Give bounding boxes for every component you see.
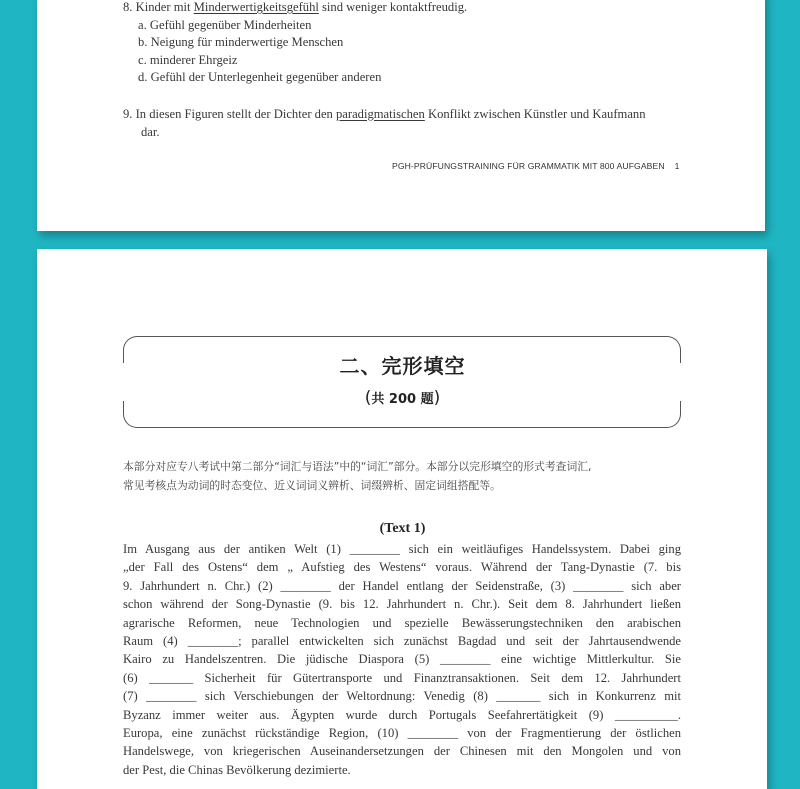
text-line: (7) ________ sich Verschiebungen der Weltordnung: Venedig (8) _______ sich in Konkurrenz mit [123,689,681,704]
section-subtitle [123,388,682,408]
page-footer [392,161,680,171]
question-9 [123,106,646,124]
question-9-prefix: 9. In diesen Figuren stellt der Dichter den [123,106,336,121]
text-line: Handelswege, von kriegerischen Auseinandersetzungen der Chinesen mit den Mongolen und von [123,744,681,759]
option-c: c. minderer Ehrgeiz [138,52,238,67]
option-d: d. Gefühl der Unterlegenheit gegenüber anderen [138,70,382,85]
text-line: „der Fall des Ostens“ dem „ Aufstieg des Westens“ voraus. Während der Tang-Dynastie (7. bis [123,560,681,575]
option-a: a. Gefühl gegenüber Minderheiten [138,17,312,32]
question-8 [123,0,467,17]
cloze-text [123,540,681,779]
subtitle-text: 共 200 题 [371,392,434,407]
intro-line: 本部分对应专八考试中第二部分“词汇与语法”中的“词汇”部分。本部分以完形填空的形式考查词汇, [123,460,592,473]
intro-line: 常见考核点为动词的时态变位、近义词词义辨析、词缀辨析、固定词组搭配等。 [123,479,501,492]
option-b: b. Neigung für minderwertige Menschen [138,35,344,50]
section-intro [123,457,683,495]
subtitle-open-paren: ( [364,388,372,408]
page-top [37,0,765,231]
text-line: der Pest, die Chinas Bevölkerung dezimierte. [123,762,351,777]
question-8-suffix: sind weniger kontaktfreudig. [318,0,468,14]
section-title: 二、完形填空 [339,354,466,378]
text-line: (6) _______ Sicherheit für Gütertransporte und Finanztransaktionen. Seit dem 12. Jahrhundert [123,670,681,685]
question-9-keyword: paradigmatischen [336,106,425,121]
page-number: 1 [674,161,680,171]
question-9-continuation: dar. [141,124,160,139]
text-line: Europa, eine zunächst rückständige Region, (10) ________ von der Fragmentierung der östlichen [123,725,681,740]
text-line: 9. Jahrhundert n. Chr.) (2) ________ der Handel entlang der Seidenstraße, (3) ________ sich aber [123,578,681,593]
text-line: Byzanz immer weiter aus. Ägypten wurde durch Portugals Seefahrertätigkeit (9) __________. [123,707,681,722]
question-9-suffix: Konflikt zwischen Künstler und Kaufmann [424,106,646,121]
text-line: Im Ausgang aus der antiken Welt (1) ________ sich ein weitläufiges Handelssystem. Dabei ging [123,542,681,556]
text-line: agrarische Reformen, neue Technologien und spezielle Bewässerungstechniken den arabischen [123,615,681,630]
page-bottom [37,249,767,789]
text-line: schon während der Song-Dynastie (9. bis 12. Jahrhundert n. Chr.). Seit dem 8. Jahrhundert ließen [123,597,681,612]
question-8-keyword: Minderwertigkeitsgefühl [193,0,319,14]
question-8-prefix: 8. Kinder mit [123,0,194,14]
footer-title: PGH-PRÜFUNGSTRAINING FÜR GRAMMATIK MIT 800 AUFGABEN [392,161,665,171]
text-title: (Text 1) [379,521,426,536]
subtitle-close-paren: ) [433,388,441,408]
text-line: Kairo zu Handelszentren. Die jüdische Diaspora (5) ________ eine wichtige Mittlerkultur. Sie [123,652,681,667]
text-line: Raum (4) ________; parallel entwickelten sich zunächst Bagdad und seit der Jahrtausendwende [123,633,681,648]
